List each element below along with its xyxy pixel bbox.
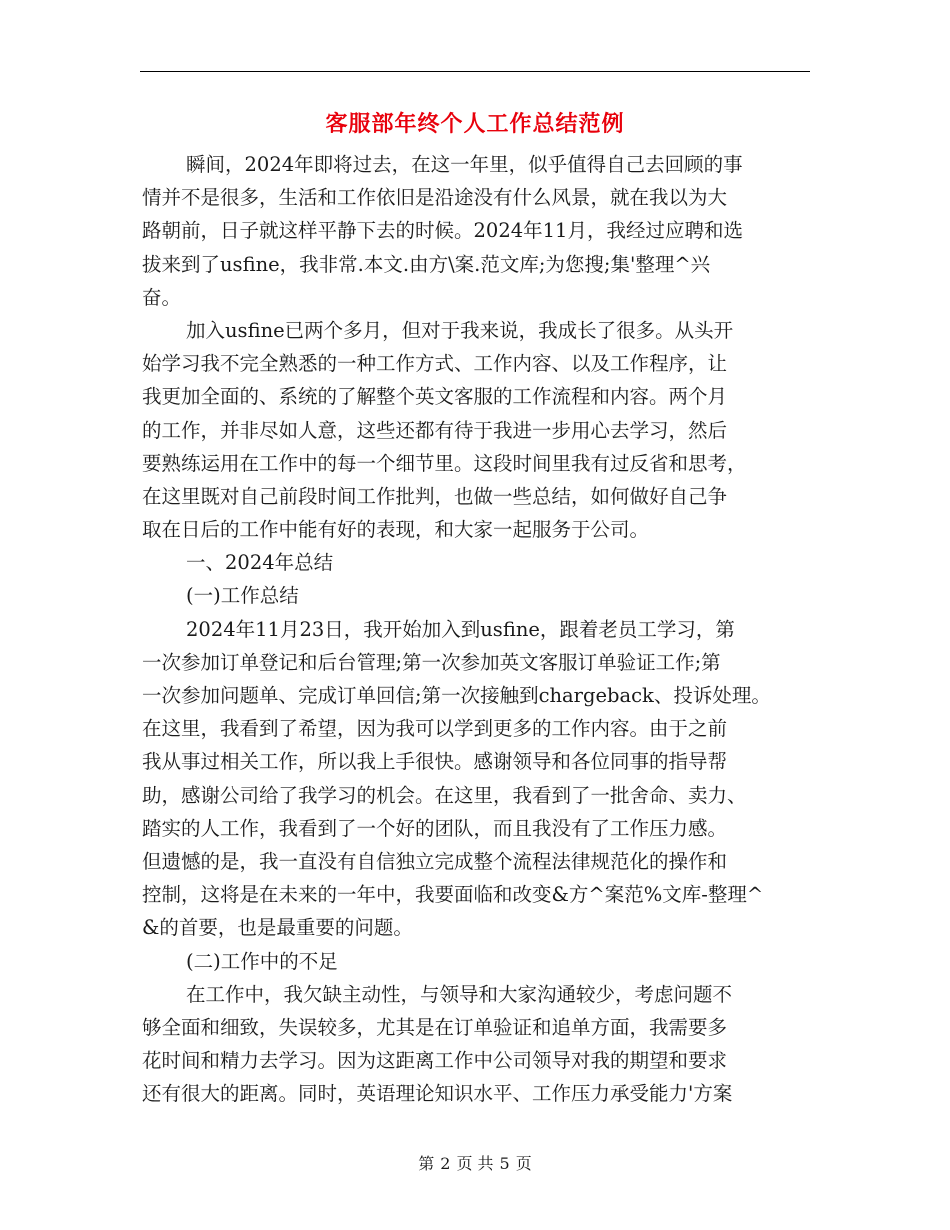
body-line: 在这里既对自己前段时间工作批判，也做一些总结，如何做好自己争	[142, 484, 728, 508]
body-line: 始学习我不完全熟悉的一种工作方式、工作内容、以及工作程序，让	[142, 352, 728, 376]
body-line: &的首要，也是最重要的问题。	[142, 916, 413, 940]
body-line: 我更加全面的、系统的了解整个英文客服的工作流程和内容。两个月	[142, 385, 728, 409]
footer-suffix: 页	[515, 1154, 532, 1173]
body-line: 但遗憾的是，我一直没有自信独立完成整个流程法律规范化的操作和	[142, 849, 728, 873]
document-body	[142, 148, 818, 1110]
body-line: 在工作中，我欠缺主动性，与领导和大家沟通较少，考虑问题不	[186, 982, 733, 1006]
body-line: 路朝前，日子就这样平静下去的时候。2024年11月，我经过应聘和选	[142, 219, 743, 243]
body-line: 瞬间，2024年即将过去，在这一年里，似乎值得自己去回顾的事	[186, 153, 743, 176]
body-line: 控制，这将是在未来的一年中，我要面临和改变&方^案范%文库-整理^	[142, 883, 764, 907]
body-line: 2024年11月23日，我开始加入到usfine，跟着老员工学习，第	[186, 617, 735, 641]
header-rule	[140, 71, 810, 72]
body-line: 取在日后的工作中能有好的表现，和大家一起服务于公司。	[142, 518, 650, 542]
body-line: 奋。	[142, 285, 182, 309]
body-line: 的工作，并非尽如人意，这些还都有待于我进一步用心去学习，然后	[142, 418, 728, 442]
body-line: 一、2024年总结	[186, 551, 334, 575]
page-footer	[0, 1152, 950, 1176]
body-line: (一)工作总结	[186, 584, 299, 608]
body-line: 一次参加问题单、完成订单回信;第一次接触到chargeback、投诉处理。	[142, 684, 771, 707]
body-line: 加入usfine已两个多月，但对于我来说，我成长了很多。从头开	[186, 318, 734, 342]
body-line: 我从事过相关工作，所以我上手很快。感谢领导和各位同事的指导帮	[142, 750, 728, 774]
body-line: 要熟练运用在工作中的每一个细节里。这段时间里我有过反省和思考，	[142, 451, 747, 475]
footer-total-pages: 5	[499, 1154, 510, 1173]
body-line: (二)工作中的不足	[186, 949, 338, 973]
footer-middle: 页 共	[456, 1154, 494, 1173]
footer-page-number: 2	[440, 1154, 451, 1173]
body-line: 够全面和细致，失误较多，尤其是在订单验证和追单方面，我需要多	[142, 1015, 728, 1039]
body-line: 拔来到了usfine，我非常.本文.由方\案.范文库;为您搜;集'整理^兴	[142, 252, 711, 276]
body-line: 助，感谢公司给了我学习的机会。在这里，我看到了一批舍命、卖力、	[142, 783, 747, 807]
body-line: 花时间和精力去学习。因为这距离工作中公司领导对我的期望和要求	[142, 1049, 728, 1073]
body-line: 一次参加订单登记和后台管理;第一次参加英文客服订单验证工作;第	[142, 650, 721, 674]
footer-prefix: 第	[418, 1154, 435, 1173]
body-line: 还有很大的距离。同时，英语理论知识水平、工作压力承受能力'方案	[142, 1082, 733, 1106]
body-line: 踏实的人工作，我看到了一个好的团队，而且我没有了工作压力感。	[142, 816, 728, 840]
body-line: 在这里，我看到了希望，因为我可以学到更多的工作内容。由于之前	[142, 717, 728, 741]
body-line: 情并不是很多，生活和工作依旧是沿途没有什么风景，就在我以为大	[142, 186, 728, 210]
document-title: 客服部年终个人工作总结范例	[325, 112, 625, 137]
